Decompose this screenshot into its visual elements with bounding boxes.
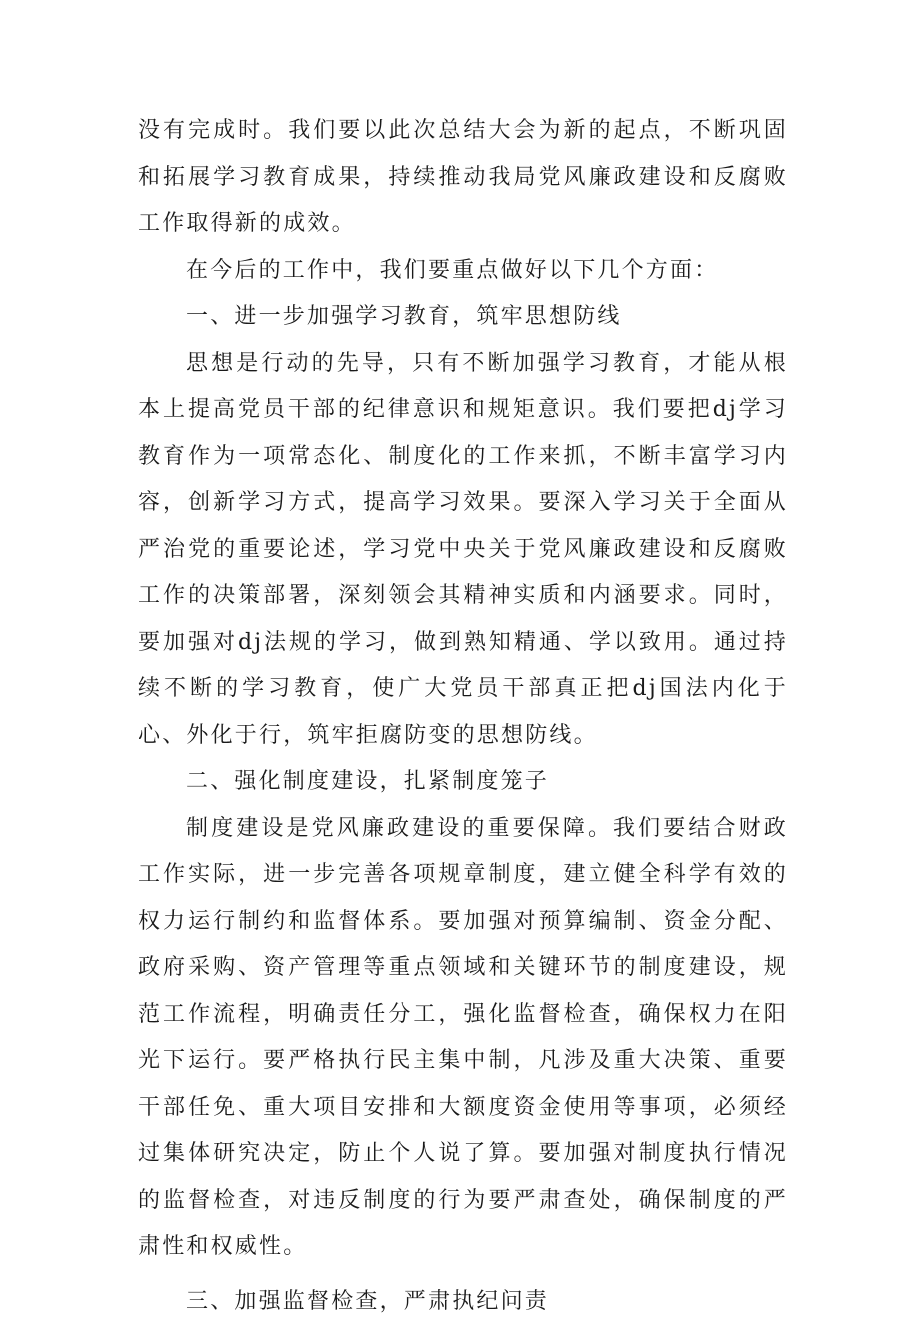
section-heading-3: 三、加强监督检查，严肃执纪问责 [138, 1279, 788, 1325]
document-body [138, 108, 788, 1325]
paragraph-lead-in: 在今后的工作中，我们要重点做好以下几个方面： [138, 248, 788, 295]
paragraph-section-2: 制度建设是党风廉政建设的重要保障。我们要结合财政工作实际，进一步完善各项规章制度，建立健全科学有效的权力运行制约和监督体系。要加强对预算编制、资金分配、政府采购、资产管理等重点领域和关键环节的制度建设，规范工作流程，明确责任分工，强化监督检查，确保权力在阳光下运行。要严格执行民主集中制，凡涉及重大决策、重要干部任免、重大项目安排和大额度资金使用等事项，必须经过集体研究决定，防止个人说了算。要加强对制度执行情况的监督检查，对违反制度的行为要严肃查处，确保制度的严肃性和权威性。 [138, 806, 788, 1271]
section-heading-2: 二、强化制度建设，扎紧制度笼子 [138, 759, 788, 806]
paragraph-section-1: 思想是行动的先导，只有不断加强学习教育，才能从根本上提高党员干部的纪律意识和规矩意识。我们要把dj学习教育作为一项常态化、制度化的工作来抓，不断丰富学习内容，创新学习方式，提高学习效果。要深入学习关于全面从严治党的重要论述，学习党中央关于党风廉政建设和反腐败工作的决策部署，深刻领会其精神实质和内涵要求。同时，要加强对dj法规的学习，做到熟知精通、学以致用。通过持续不断的学习教育，使广大党员干部真正把dj国法内化于心、外化于行，筑牢拒腐防变的思想防线。 [138, 341, 788, 760]
section-heading-1: 一、进一步加强学习教育，筑牢思想防线 [138, 294, 788, 341]
paragraph-intro: 没有完成时。我们要以此次总结大会为新的起点，不断巩固和拓展学习教育成果，持续推动我局党风廉政建设和反腐败工作取得新的成效。 [138, 108, 788, 248]
